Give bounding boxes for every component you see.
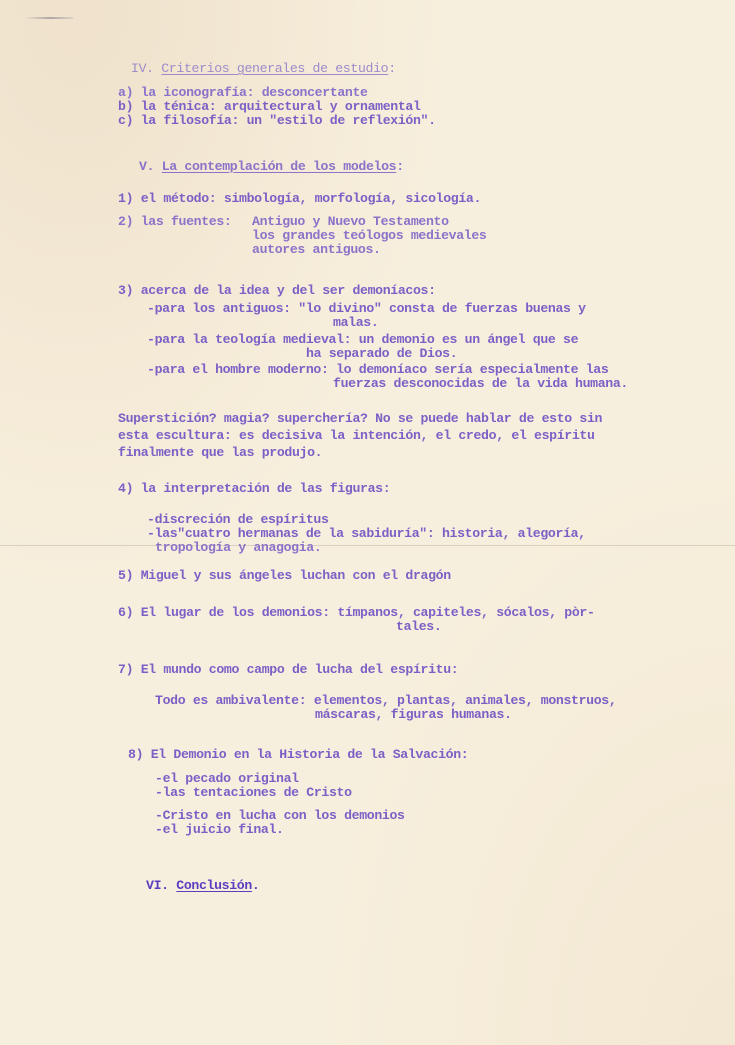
- item-4-heading: 4) la interpretación de las figuras:: [118, 481, 391, 496]
- corner-pencil-mark: [28, 17, 73, 19]
- item-7-line1: Todo es ambivalente: elementos, plantas, animales, monstruos,: [155, 693, 617, 708]
- section-iv-number: IV.: [131, 61, 154, 76]
- item-8-line: -Cristo en lucha con los demonios: [155, 808, 405, 823]
- item-4-line: -las"cuatro hermanas de la sabiduría": historia, alegoría,: [147, 526, 586, 541]
- section-iv-item-c: c) la filosofía: un "estilo de reflexión".: [118, 113, 436, 128]
- item-8-line: -las tentaciones de Cristo: [155, 785, 352, 800]
- item-2-label: 2) las fuentes:: [118, 214, 240, 229]
- section-v-heading: [139, 160, 404, 174]
- item-3-line: -para el hombre moderno: lo demoníaco sería especialmente las: [147, 362, 609, 377]
- item-7-line2: máscaras, figuras humanas.: [315, 707, 512, 722]
- section-vi-number: VI.: [146, 878, 169, 893]
- section-iv-heading: [131, 62, 396, 76]
- paragraph-line: finalmente que las produjo.: [118, 445, 323, 460]
- item-2-line: Antiguo y Nuevo Testamento: [252, 214, 449, 229]
- item-2-line: los grandes teólogos medievales: [252, 228, 487, 243]
- section-v-colon: :: [396, 159, 404, 174]
- item-3-line: fuerzas desconocidas de la vida humana.: [333, 376, 628, 391]
- item-4-line: tropología y anagogia.: [155, 540, 322, 555]
- section-iv-colon: :: [388, 61, 396, 76]
- item-3-line: -para los antiguos: "lo divino" consta de fuerzas buenas y: [147, 301, 586, 316]
- section-vi-period: .: [251, 878, 260, 893]
- section-iv-title: Criterios generales de estudio: [161, 61, 389, 76]
- item-8-line: -el pecado original: [155, 771, 299, 786]
- section-iv-item-a: a) la iconografía: desconcertante: [118, 85, 368, 100]
- item-8-line: -el juicio final.: [155, 822, 284, 837]
- item-3-heading: 3) acerca de la idea y del ser demoníacos:: [118, 283, 436, 298]
- section-v-title: La contemplación de los modelos: [161, 159, 397, 174]
- item-4-line: -discreción de espíritus: [147, 512, 329, 527]
- item-2-line: autores antiguos.: [252, 242, 381, 257]
- paragraph-line: Superstición? magia? superchería? No se puede hablar de esto sin: [118, 411, 603, 426]
- item-5: 5) Miguel y sus ángeles luchan con el dragón: [118, 568, 451, 583]
- item-3-line: -para la teología medieval: un demonio es un ángel que se: [147, 332, 579, 347]
- section-vi-title: Conclusión: [176, 878, 252, 893]
- item-6-line2: tales.: [396, 619, 442, 634]
- paper-fold-line: [0, 545, 735, 546]
- section-vi-heading: [146, 879, 260, 893]
- item-6-line1: 6) El lugar de los demonios: tímpanos, capiteles, sócalos, pòr-: [118, 605, 595, 620]
- paragraph-line: esta escultura: es decisiva la intención, el credo, el espíritu: [118, 428, 595, 443]
- item-1-method: 1) el método: simbología, morfología, sicología.: [118, 191, 482, 206]
- item-7-heading: 7) El mundo como campo de lucha del espíritu:: [118, 662, 459, 677]
- section-v-number: V.: [139, 159, 155, 174]
- item-3-line: ha separado de Dios.: [306, 346, 458, 361]
- item-3-line: malas.: [333, 315, 379, 330]
- section-iv-item-b: b) la ténica: arquitectural y ornamental: [118, 99, 421, 114]
- item-8-heading: 8) El Demonio en la Historia de la Salvación:: [128, 747, 469, 762]
